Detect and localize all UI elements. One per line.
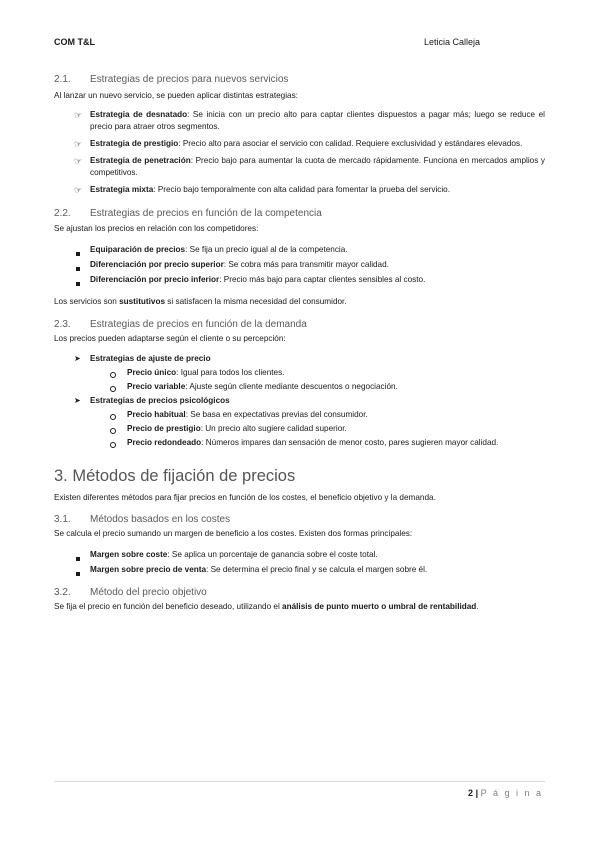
header-course: COM T&L [54, 37, 95, 47]
paragraph-term: análisis de punto muerto o umbral de rentabilidad [282, 602, 477, 611]
list-item [54, 244, 545, 256]
circle-bullet-icon [110, 381, 124, 393]
item-text: : Números impares dan sensación de menor costo, pares sugieren mayor calidad. [201, 438, 499, 447]
section-intro: Los precios pueden adaptarse según el cliente o su percepción: [54, 334, 286, 343]
header-author: Leticia Calleja [424, 37, 481, 47]
strategy-list [54, 109, 545, 196]
list-item [54, 109, 545, 133]
section-title: Estrategias de precios en función de la competencia [90, 208, 322, 219]
page-label: P á g i n a [480, 788, 543, 798]
list-item [54, 274, 545, 286]
item-text: : Se determina el precio final y se calcula el margen sobre él. [206, 565, 428, 574]
section-intro: Se calcula el precio sumando un margen de beneficio a los costes. Existen dos formas principales: [54, 529, 413, 538]
page-header [54, 37, 545, 51]
item-term: Precio de prestigio [127, 424, 201, 433]
page-content [54, 73, 545, 613]
group-title: Estrategias de ajuste de precio [90, 354, 211, 363]
item-text: : Ajuste según cliente mediante descuentos o negociación. [185, 382, 398, 391]
square-bullet-icon [74, 549, 88, 561]
item-text: : Se inicia con un precio alto para captar clientes dispuestos a pagar más; luego se reduce el precio para atraer otros segmentos. [90, 110, 546, 131]
item-term: Precio redondeado [127, 438, 202, 447]
circle-bullet-icon [110, 409, 124, 421]
item-term: Estrategia de penetración [90, 156, 191, 165]
list-item [54, 381, 545, 393]
item-term: Precio único [127, 368, 177, 377]
item-term: Estrategia mixta [90, 185, 154, 194]
section-title: Estrategias de precios en función de la demanda [90, 319, 307, 330]
item-text: : Se fija un precio igual al de la competencia. [185, 245, 348, 254]
competition-list [54, 244, 545, 286]
square-bullet-icon [74, 564, 88, 576]
item-term: Equiparación de precios [90, 245, 186, 254]
item-term: Estrategia de prestigio [90, 139, 179, 148]
list-item [54, 155, 545, 179]
section-heading-2-2 [54, 207, 545, 221]
item-text: : Un precio alto sugiere calidad superior. [200, 424, 347, 433]
section-intro: Se ajustan los precios en relación con los competidores: [54, 224, 259, 233]
item-text: : Se basa en expectativas previas del consumidor. [185, 410, 368, 419]
item-text: : Se cobra más para transmitir mayor calidad. [223, 260, 389, 269]
item-term: Diferenciación por precio superior [90, 260, 224, 269]
square-bullet-icon [74, 259, 88, 271]
note-text: Los servicios son [54, 297, 120, 306]
list-item [54, 423, 545, 435]
substitutes-note [54, 296, 545, 308]
list-item [54, 409, 545, 421]
paragraph-text: Se fija el precio en función del beneficio deseado, utilizando el [54, 602, 283, 611]
section-title: Método del precio objetivo [90, 587, 207, 598]
list-item [54, 138, 545, 150]
page-number: 2 [468, 788, 474, 798]
arrow-bullet-icon: ➤ [74, 354, 81, 363]
section-title: Métodos basados en los costes [90, 514, 231, 525]
item-term: Precio variable [127, 382, 186, 391]
paragraph-text: . [476, 602, 479, 611]
section-intro: Al lanzar un nuevo servicio, se pueden aplicar distintas estrategias: [54, 91, 298, 100]
item-text: : Precio bajo temporalmente con alta calidad para fomentar la prueba del servicio. [153, 185, 450, 194]
pointing-hand-icon: ☞ [74, 156, 83, 166]
list-item [54, 564, 545, 576]
item-text: : Precio alto para asociar el servicio con calidad. Requiere exclusividad y estándares elevados. [178, 139, 523, 148]
cost-methods-list [54, 549, 545, 576]
group-title: Estrategias de precios psicológicos [90, 396, 230, 405]
page-footer [468, 788, 543, 798]
section-heading-3-1 [54, 513, 545, 527]
item-text: : Precio más bajo para captar clientes sensibles al costo. [219, 275, 426, 284]
item-text: : Igual para todos los clientes. [176, 368, 285, 377]
section-number: 2.3. [54, 319, 71, 330]
arrow-bullet-icon: ➤ [74, 396, 81, 405]
section-title: Estrategias de precios para nuevos servicios [90, 74, 289, 85]
item-text: : Se aplica un porcentaje de ganancia sobre el coste total. [167, 550, 378, 559]
footer-divider [54, 781, 545, 782]
item-term: Margen sobre coste [90, 550, 168, 559]
section-heading-3-2 [54, 586, 545, 600]
item-text: : Precio bajo para aumentar la cuota de mercado rápidamente. Funciona en mercados amplios y competitivos. [90, 156, 545, 177]
chapter-intro: Existen diferentes métodos para fijar precios en función de los costes, el beneficio objetivo y la demanda. [54, 493, 436, 502]
square-bullet-icon [74, 244, 88, 256]
item-term: Precio habitual [127, 410, 186, 419]
item-term: Estrategia de desnatado [90, 110, 188, 119]
list-item [54, 184, 545, 196]
section-heading-2-1 [54, 73, 545, 87]
item-term: Diferenciación por precio inferior [90, 275, 220, 284]
note-term: sustitutivos [119, 297, 166, 306]
circle-bullet-icon [110, 367, 124, 379]
note-text: si satisfacen la misma necesidad del consumidor. [165, 297, 347, 306]
list-item [54, 549, 545, 561]
section-heading-2-3 [54, 318, 545, 332]
list-item [54, 259, 545, 271]
square-bullet-icon [74, 274, 88, 286]
pointing-hand-icon: ☞ [74, 139, 83, 149]
list-group [54, 353, 545, 365]
demand-list [54, 353, 545, 449]
target-price-paragraph [54, 601, 545, 613]
list-item [54, 437, 545, 449]
circle-bullet-icon [110, 423, 124, 435]
list-item [54, 367, 545, 379]
section-number: 2.2. [54, 208, 71, 219]
item-term: Margen sobre precio de venta [90, 565, 207, 574]
pointing-hand-icon: ☞ [74, 185, 83, 195]
footer-separator: | [475, 788, 479, 798]
section-number: 2.1. [54, 74, 71, 85]
circle-bullet-icon [110, 437, 124, 449]
chapter-heading-3: 3. Métodos de fijación de precios [54, 467, 296, 485]
list-group [54, 395, 545, 407]
section-number: 3.2. [54, 587, 71, 598]
pointing-hand-icon: ☞ [74, 110, 83, 120]
section-number: 3.1. [54, 514, 71, 525]
